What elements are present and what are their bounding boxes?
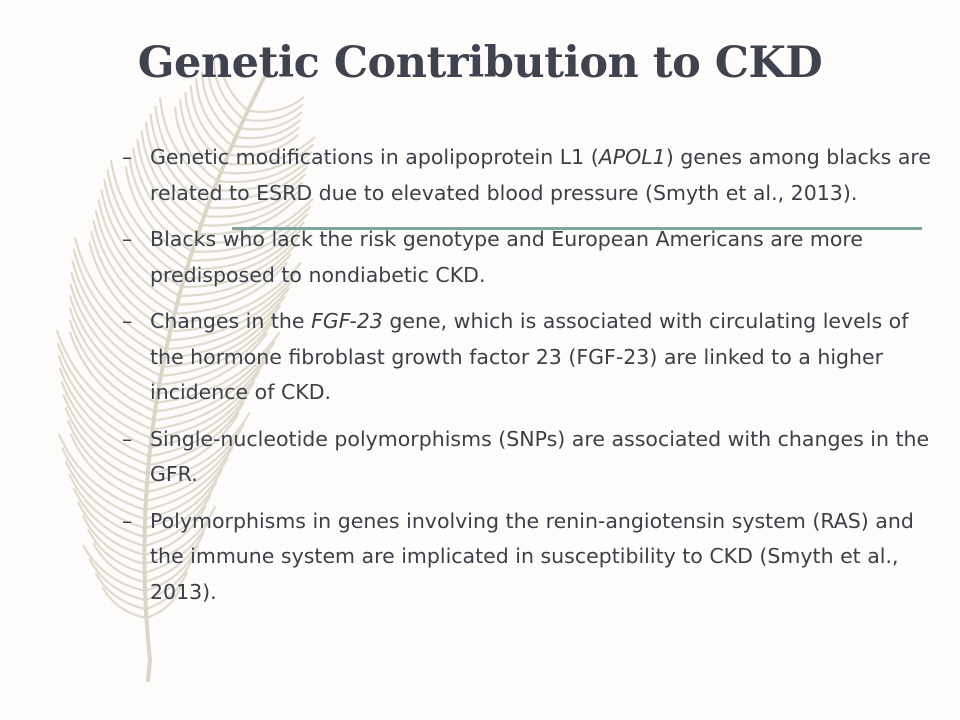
bullet-item-ras (122, 504, 932, 611)
bullet-text: Blacks who lack the risk genotype and European Americans are more predisposed to nondiabetic CKD. (150, 227, 863, 287)
bullet-marker: – (122, 227, 133, 251)
bullet-item-apol1 (122, 140, 932, 211)
bullet-text: ) genes among blacks are related to ESRD due to elevated blood pressure (Smyth et al., 2013). (150, 145, 932, 205)
bullet-item-snps (122, 422, 932, 493)
bullet-list (122, 140, 932, 621)
gene-name-apol1: APOL1 (598, 145, 666, 169)
bullet-marker: – (122, 145, 133, 169)
bullet-marker: – (122, 309, 133, 333)
gene-name-fgf23: FGF-23 (311, 309, 383, 333)
bullet-text: Polymorphisms in genes involving the renin-angiotensin system (RAS) and the immune system are implicated in susceptibility to CKD (Smyth et al., 2013). (150, 508, 914, 604)
bullet-text: gene, which is associated with circulating levels of the hormone fibroblast growth factor 23 (FGF-23) are linked to a higher incidence of CKD. (150, 309, 909, 404)
bullet-text: Genetic modifications in apolipoprotein L1 ( (150, 145, 599, 169)
bullet-item-fgf23 (122, 304, 932, 411)
bullet-item-risk-genotype (122, 222, 932, 293)
slide-title: Genetic Contribution to CKD (137, 38, 823, 88)
bullet-marker: – (122, 508, 133, 533)
bullet-text: Changes in the (150, 309, 312, 333)
bullet-marker: – (122, 426, 133, 451)
bullet-text: Single-nucleotide polymorphisms (SNPs) are associated with changes in the GFR. (150, 426, 930, 486)
